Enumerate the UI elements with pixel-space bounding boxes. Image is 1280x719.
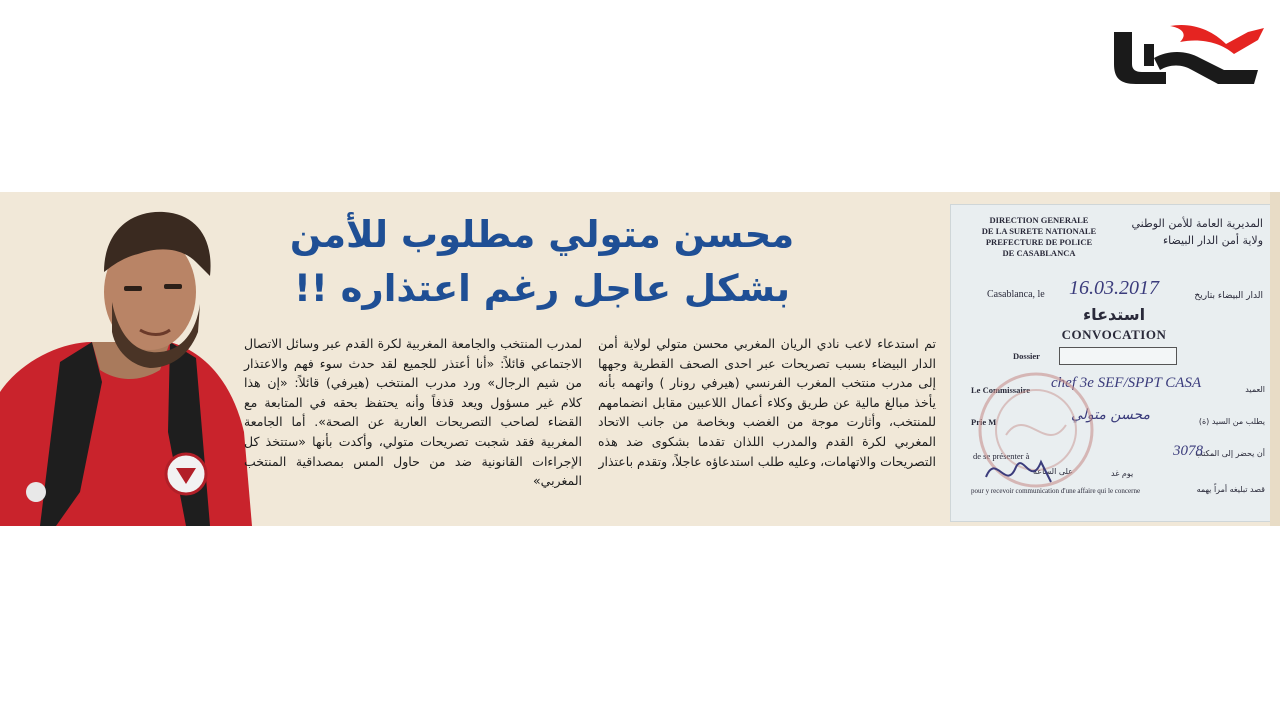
reason-label-ar: قصد تبليغه أمراً يهمه	[1196, 485, 1265, 494]
presenter-label-ar: أن يحضر إلى المكتب	[1195, 449, 1265, 458]
police-summons-document	[950, 204, 1274, 522]
dossier-label: Dossier	[1013, 351, 1040, 361]
prie-label-ar: يطلب من السيد (ة)	[1198, 417, 1265, 426]
site-logo[interactable]	[1108, 24, 1264, 86]
commissaire-label: Le Commissaire	[971, 385, 1031, 395]
logo-red-swoosh	[1170, 25, 1264, 54]
presenter-label: de se présenter à	[973, 451, 1030, 461]
dossier-box	[1059, 347, 1177, 365]
player-photo	[0, 192, 252, 526]
summons-french-header: DIRECTION GENERALE DE LA SURETE NATIONALE PREFECTURE DE POLICE DE CASABLANCA	[981, 215, 1097, 258]
day-label-ar: يوم غد	[1111, 469, 1134, 478]
article-column-left: لمدرب المنتخب والجامعة المغربية لكرة القدم عبر وسائل الاتصال الاجتماعي قائلاً: «أنا أعتذر للجميع لقد حدث سوء فهم والاعتذار من شيم الرجال» ورد مدرب المنتخب (هيرفي) قائلاً: «إن هذا كلام غير مسؤول ويعد قذفاً وأنه يحتفظ بحقه في المتابعة مع القضاء لصاحب التصريحات العارية عن الصحة». أما الجامعة المغربية فقد شجبت تصريحات متولي، وأكدت بأنها «ستتخذ كل الإجراءات القانونية ضد من حاول المس بمصداقية المنتخب المغربي»	[244, 336, 582, 489]
prie-label: Prie M	[971, 417, 997, 427]
summons-date-value: 16.03.2017	[1069, 277, 1159, 299]
article-column-right: تم استدعاء لاعب نادي الريان المغربي محسن متولي لولاية أمن الدار البيضاء بسبب تصريحات عبر احدى الصحف القطرية وجهها إلى مدرب منتخب المغرب الفرنسي (هيرفي رونار ) واتهمه بأنه يأخذ مبالغ مالية عن طريق وكلاء أعمال اللاعبين مقابل انضمامهم للمنتخب، وأثارت موجة من الغضب وبخاصة من جانب الاتحاد المغربي لكرة القدم والمدرب اللذان تقدما بشكوى ضد هذه التصريحات والاتهامات، وعليه طلب استدعاؤه عاجلاً، وتقدم باعتذار	[598, 336, 936, 469]
logo-black-bar	[1144, 44, 1154, 66]
summons-date-label-ar: الدار البيضاء بتاريخ	[1194, 291, 1263, 301]
amid-label-ar: العميد	[1245, 385, 1265, 394]
signature-icon	[981, 447, 1061, 497]
article-headline	[262, 208, 822, 316]
time-label-ar: على الساعة	[1033, 467, 1073, 476]
summons-arabic-header: المديرية العامة للأمن الوطني ولاية أمن الدار البيضاء	[1131, 217, 1263, 247]
headline-line-1: محسن متولي مطلوب للأمن	[289, 213, 795, 256]
reason-label: pour y recevoir communication d'une affaire qui le concerne	[971, 487, 1141, 495]
name-handwriting: محسن متولي	[1071, 407, 1151, 423]
newspaper-clipping	[0, 192, 1280, 526]
commissaire-handwriting: chef 3e SEF/SPPT CASA	[1051, 375, 1202, 391]
logo-black-stroke-2	[1154, 52, 1258, 84]
summons-date-label: Casablanca, le	[987, 289, 1045, 300]
summons-title-arabic: استدعاء	[1082, 305, 1146, 324]
summons-title-french: CONVOCATION	[1061, 327, 1167, 342]
headline-line-2: بشكل عاجل رغم اعتذاره !!	[293, 267, 791, 310]
office-handwriting: 3078	[1173, 443, 1203, 459]
